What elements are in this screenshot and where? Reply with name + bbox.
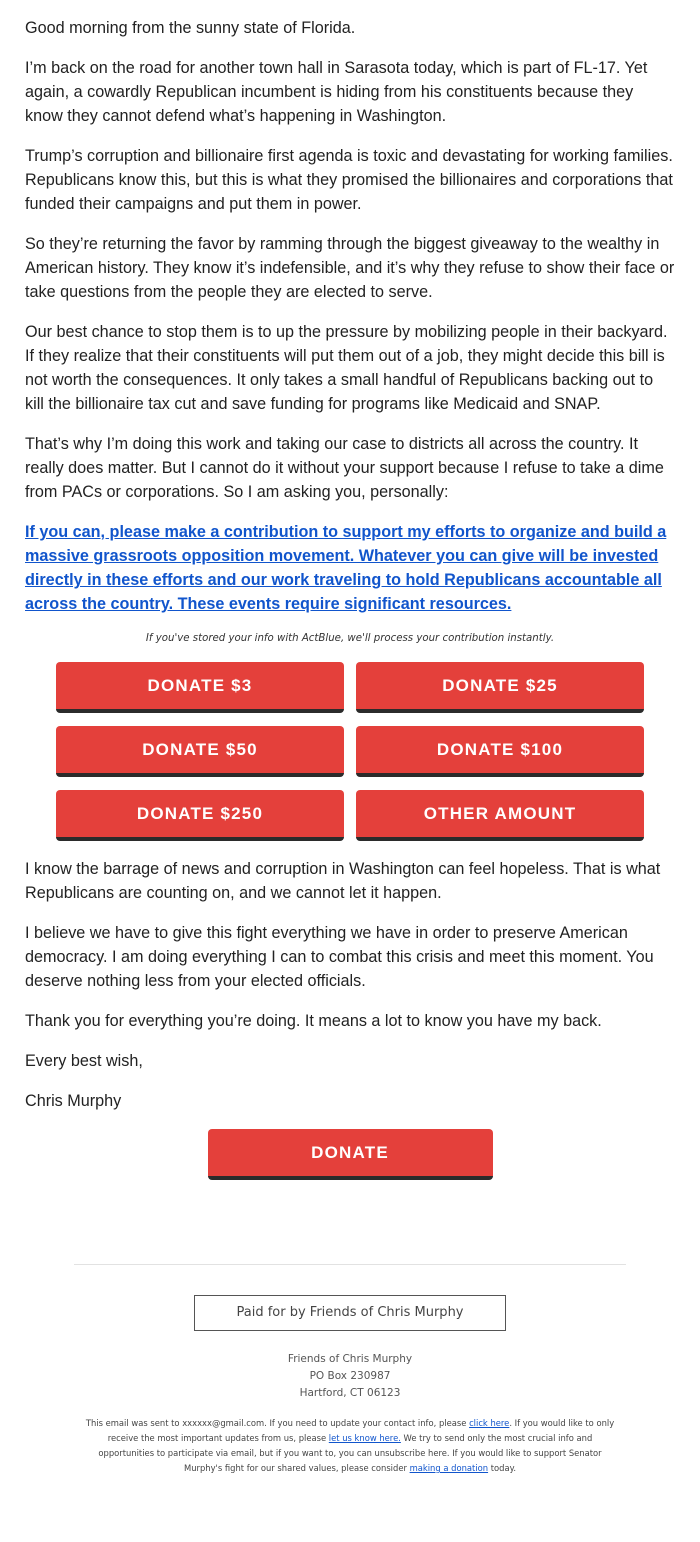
- paragraph: So they’re returning the favor by ramming through the biggest giveaway to the wealthy in American history. They know it’s indefensible, and it’s why they refuse to show their face or take questions from the people they are elected to serve.: [25, 235, 675, 301]
- contribution-link[interactable]: If you can, please make a contribution to support my efforts to organize and build a massive grassroots opposition movement. Whatever you can give will be invested directly in these efforts and our work traveling to hold Republicans accountable all across the country. These events require significant resources.: [25, 523, 667, 613]
- paragraph: Thank you for everything you’re doing. It means a lot to know you have my back.: [25, 1012, 602, 1030]
- footer: [0, 1264, 700, 1476]
- other-amount-button[interactable]: OTHER AMOUNT: [356, 790, 644, 841]
- donate-25-button[interactable]: DONATE $25: [356, 662, 644, 713]
- paragraph: Our best chance to stop them is to up the pressure by mobilizing people in their backyard. If they realize that their constituents will put them out of a job, they might decide this bill is not worth the consequences. It only takes a small handful of Republicans backing out to kill the billionaire tax cut and save funding for programs like Medicaid and SNAP.: [25, 323, 668, 413]
- paragraph: I’m back on the road for another town hall in Sarasota today, which is part of FL-17. Yet again, a cowardly Republican incumbent is hiding from his constituents because they know they cannot defend what’s happening in Washington.: [25, 59, 648, 125]
- fine-print-text: We try to send only the most crucial info and opportunities to participate via email, but if you want to, you can unsubscribe here. If you would like to support Senator Murphy's fight for our shared values, please consider: [98, 1433, 602, 1473]
- fine-print-text: This email was sent to xxxxxx@gmail.com. If you need to update your contact info, please: [85, 1418, 470, 1428]
- sign-off: Every best wish,: [25, 1052, 143, 1070]
- important-updates-link[interactable]: let us know here.: [328, 1433, 401, 1443]
- fine-print-text: today.: [488, 1463, 517, 1473]
- paragraph: I believe we have to give this fight everything we have in order to preserve American democracy. I am doing everything I can to combat this crisis and meet this moment. You deserve nothing less from your elected officials.: [25, 924, 654, 990]
- making-donation-link[interactable]: making a donation: [409, 1463, 489, 1473]
- donate-button[interactable]: DONATE: [208, 1129, 493, 1180]
- address-line: Friends of Chris Murphy: [287, 1353, 413, 1365]
- donate-single-wrap: [208, 1129, 493, 1180]
- donate-50-button[interactable]: DONATE $50: [56, 726, 344, 777]
- update-contact-link[interactable]: click here: [469, 1418, 510, 1428]
- address-line: Hartford, CT 06123: [299, 1387, 401, 1399]
- fine-print: [80, 1416, 620, 1476]
- cta-paragraph: [25, 520, 675, 616]
- signature-name: Chris Murphy: [25, 1092, 122, 1110]
- donate-100-button[interactable]: DONATE $100: [356, 726, 644, 777]
- paragraph: Good morning from the sunny state of Florida.: [25, 19, 356, 37]
- mailing-address: [0, 1351, 700, 1402]
- address-line: PO Box 230987: [309, 1370, 391, 1382]
- actblue-note: If you've stored your info with ActBlue, we'll process your contribution instantly.: [145, 633, 555, 644]
- paragraph: I know the barrage of news and corruption in Washington can feel hopeless. That is what Republicans are counting on, and we cannot let it happen.: [25, 860, 661, 902]
- donate-button-grid: [56, 662, 644, 841]
- fine-print-text: . If you would like to only receive the most important updates from us, please: [107, 1418, 615, 1443]
- paragraph: That’s why I’m doing this work and taking our case to districts all across the country. It really does matter. But I cannot do it without your support because I refuse to take a dime from PACs or corporations. So I am asking you, personally:: [25, 435, 664, 501]
- donate-3-button[interactable]: DONATE $3: [56, 662, 344, 713]
- paid-for-box: Paid for by Friends of Chris Murphy: [194, 1295, 506, 1331]
- donate-250-button[interactable]: DONATE $250: [56, 790, 344, 841]
- footer-divider: [74, 1264, 626, 1265]
- paragraph: Trump’s corruption and billionaire first agenda is toxic and devastating for working families. Republicans know this, but this is what they promised the billionaires and corporations that funded their campaigns and put them in power.: [25, 147, 673, 213]
